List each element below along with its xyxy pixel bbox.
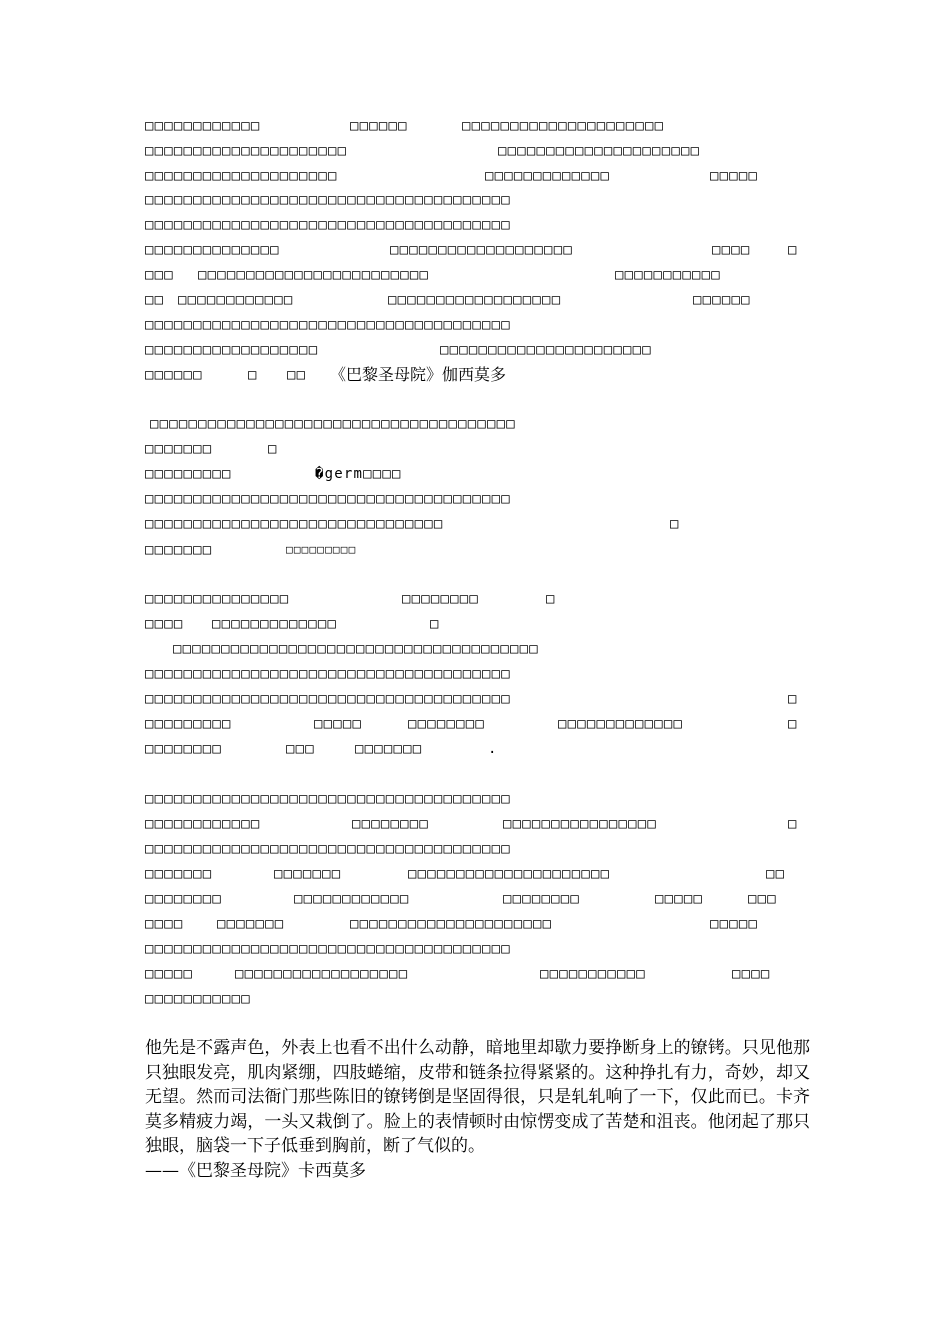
garbled-segment: □□□□□□□□□□□: [615, 267, 721, 283]
garbled-segment: □□□□□□□□□□□□□□□□□□□□□□□□□□□□□□□□□□□□□□: [150, 416, 516, 432]
garbled-segment: □□□□□□□□□□□□□□: [145, 242, 280, 258]
garbled-segment: □: [268, 441, 278, 457]
garbled-line: [0, 365, 950, 385]
garbled-segment: □□□□□□□: [355, 741, 423, 757]
garbled-segment: □: [788, 691, 798, 707]
garbled-segment: □□□□□□□□□: [145, 716, 232, 732]
garbled-segment: □□□□□□□□□□□□□□□□□□: [235, 966, 409, 982]
garbled-segment: □□□□: [145, 616, 184, 632]
garbled-line: [0, 839, 950, 859]
garbled-line: [0, 639, 950, 659]
garbled-segment: □□□□□□□□□□□□□□□□□□□□□□□□□□□□□□□□□□□□□□: [145, 791, 511, 807]
garbled-segment: □□□□□□□: [145, 441, 213, 457]
garbled-segment: □□□: [286, 741, 315, 757]
garbled-line: [0, 689, 950, 709]
garbled-segment: □□□□□: [145, 966, 194, 982]
garbled-line: [0, 864, 950, 884]
garbled-segment: □: [788, 242, 798, 258]
garbled-line: [0, 514, 950, 534]
garbled-segment: □□□□□□□□□□□□□□□□□□□□□□□□□□□□□□□□□□□□□□: [145, 666, 511, 682]
quote-paragraph: [145, 1036, 810, 1183]
garbled-line: [0, 265, 950, 285]
garbled-segment: □□□□□: [710, 916, 759, 932]
garbled-segment: □□□□□□□□□: [145, 466, 232, 482]
garbled-line: [0, 215, 950, 235]
garbled-segment: □□□□□□: [693, 292, 751, 308]
garbled-segment: □□□□□□□□□□□□□□□□□□□□: [145, 168, 338, 184]
garbled-line: [0, 789, 950, 809]
quote-text: 他先是不露声色，外表上也看不出什么动静，暗地里却歇力要挣断身上的镣铐。只见他那只独眼发亮，肌肉紧绷，四肢蜷缩，皮带和链条拉得紧紧的。这种挣扎有力，奇妙，却又无望。然而司法衙门那些陈旧的镣铐倒是坚固得很，只是轧轧响了一下，仅此而已。卡齐莫多精疲力竭，一头又栽倒了。脸上的表情顿时由惊愣变成了苦楚和沮丧。他闭起了那只独眼，脑袋一下子低垂到胸前，断了气似的。: [145, 1038, 810, 1156]
garbled-line: [0, 489, 950, 509]
garbled-segment: □□□□□□□□□□□□: [145, 816, 261, 832]
garbled-segment: □□□□□□□□: [145, 741, 223, 757]
garbled-segment: □□□: [748, 891, 777, 907]
garbled-segment: □□□□□□□□□: [286, 543, 357, 556]
garbled-segment: □: [670, 516, 680, 532]
garbled-segment: □□□□□□□: [217, 916, 285, 932]
garbled-segment: □□□□□□□□: [352, 816, 430, 832]
garbled-segment: □□□□□□□□□□□□□□□□□□□□□: [462, 118, 665, 134]
garbled-segment: □□□□□□□□: [408, 716, 486, 732]
garbled-segment: □□□□□□□□□□□□□□□□□□□: [390, 242, 573, 258]
garbled-segment: □□□□□□□□□□□□: [145, 118, 261, 134]
garbled-segment: □□□□: [732, 966, 771, 982]
garbled-segment: □□□□□□□: [274, 866, 342, 882]
garbled-line: [0, 439, 950, 459]
garbled-segment: □□: [766, 866, 786, 882]
garbled-segment: □□□□□□□□: [402, 591, 480, 607]
garbled-line: [0, 989, 950, 1009]
garbled-line: [0, 889, 950, 909]
garbled-segment: □□□□□□□□: [145, 891, 223, 907]
garbled-line: [0, 290, 950, 310]
garbled-segment: □□□□□□: [145, 367, 203, 383]
garbled-segment: □□□□□□□□□□□□□□□□□□□□□□□□: [198, 267, 430, 283]
garbled-segment: □□□□□□□□□□□□: [294, 891, 410, 907]
garbled-segment: □□□□□□□□□□□□□: [558, 716, 684, 732]
garbled-segment: □□□□□: [710, 168, 759, 184]
garbled-line: [0, 964, 950, 984]
garbled-segment: □□□□□□□□□□□□□□□□□□□□□□□□□□□□□□□□□□□□□□: [145, 841, 511, 857]
garbled-segment: □□□□□□□□□□□: [540, 966, 646, 982]
garbled-line: [0, 141, 950, 161]
garbled-line: [0, 540, 950, 560]
garbled-segment: □□□□□□□: [145, 542, 213, 558]
quote-source: ——《巴黎圣母院》卡西莫多: [145, 1160, 366, 1181]
source-label: 《巴黎圣母院》伽西莫多: [330, 365, 507, 384]
garbled-line: [0, 914, 950, 934]
garbled-line: [0, 464, 950, 484]
garbled-segment: □□□□□: [314, 716, 363, 732]
garbled-segment: □□□□□□□□□□□□□□□□□□□□□□□□□□□□□□□□□□□□□□: [145, 491, 511, 507]
garbled-segment: □□□□□□□□□□□□□□□□□□□□□□□□□□□□□□□□□□□□□□: [145, 941, 511, 957]
garbled-segment: □: [546, 591, 556, 607]
garbled-segment: □□□□□□□□□□□□□□□□□□□□□: [498, 143, 701, 159]
garbled-segment: □: [788, 716, 798, 732]
garbled-segment: □□□: [145, 267, 174, 283]
garbled-segment: □□□□□□□□□□□□□□□□□□□□□□□□□□□□□□□: [145, 516, 444, 532]
garbled-segment: □□□□□□□□□□□□□□□□□□□□□: [350, 916, 553, 932]
garbled-segment: .: [488, 741, 498, 757]
garbled-segment: □□□□□□□□□□□□□□□□: [503, 816, 658, 832]
garbled-segment: □□□□: [145, 916, 184, 932]
garbled-line: [0, 739, 950, 759]
garbled-segment: □□□□□□□□□□□□□□□: [145, 591, 290, 607]
garbled-line: [0, 315, 950, 335]
garbled-segment: □□□□□□□□: [503, 891, 581, 907]
garbled-segment: □□□□□□□□□□□□□□□□□□□□□□□□□□□□□□□□□□□□□□: [173, 641, 539, 657]
garbled-segment: □□□□□□□□□□□□□□□□□□□□□: [145, 143, 348, 159]
garbled-line: [0, 414, 950, 434]
garbled-line: [0, 814, 950, 834]
garbled-line: [0, 240, 950, 260]
garbled-segment: □□□□□□□□□□□: [145, 991, 251, 1007]
garbled-segment: □□□□: [712, 242, 751, 258]
garbled-line: [0, 589, 950, 609]
garbled-segment: □□□□□: [655, 891, 704, 907]
garbled-segment: □□□□□□□□□□□□: [178, 292, 294, 308]
garbled-segment: □□□□□□□□□□□□□: [485, 168, 611, 184]
garbled-line: [0, 116, 950, 136]
garbled-segment: □□: [145, 292, 165, 308]
garbled-segment: □□□□□□□□□□□□□□□□□□□□□: [408, 866, 611, 882]
garbled-segment: □: [248, 367, 258, 383]
garbled-segment: □: [788, 816, 798, 832]
garbled-segment: □□□□□□□□□□□□□□□□□□: [388, 292, 562, 308]
garbled-line: [0, 614, 950, 634]
garbled-segment: □□□□□□□□□□□□□□□□□□: [145, 342, 319, 358]
garbled-line: [0, 664, 950, 684]
garbled-segment: □□□□□□□□□□□□□□□□□□□□□□□□□□□□□□□□□□□□□□: [145, 691, 511, 707]
garbled-segment: □□□□□□: [350, 118, 408, 134]
garbled-segment: □: [430, 616, 440, 632]
garbled-segment: □□: [287, 367, 307, 383]
garbled-line: [0, 939, 950, 959]
garbled-segment: □□□□□□□□□□□□□: [212, 616, 338, 632]
garbled-segment: □□□□□□□□□□□□□□□□□□□□□□: [440, 342, 652, 358]
garbled-line: [0, 190, 950, 210]
garbled-line: [0, 340, 950, 360]
garbled-line: [0, 714, 950, 734]
garbled-segment: �germ□□□□: [315, 466, 402, 482]
garbled-segment: □□□□□□□□□□□□□□□□□□□□□□□□□□□□□□□□□□□□□□: [145, 217, 511, 233]
garbled-segment: □□□□□□□□□□□□□□□□□□□□□□□□□□□□□□□□□□□□□□: [145, 317, 511, 333]
garbled-segment: □□□□□□□□□□□□□□□□□□□□□□□□□□□□□□□□□□□□□□: [145, 192, 511, 208]
garbled-segment: □□□□□□□: [145, 866, 213, 882]
garbled-line: [0, 166, 950, 186]
